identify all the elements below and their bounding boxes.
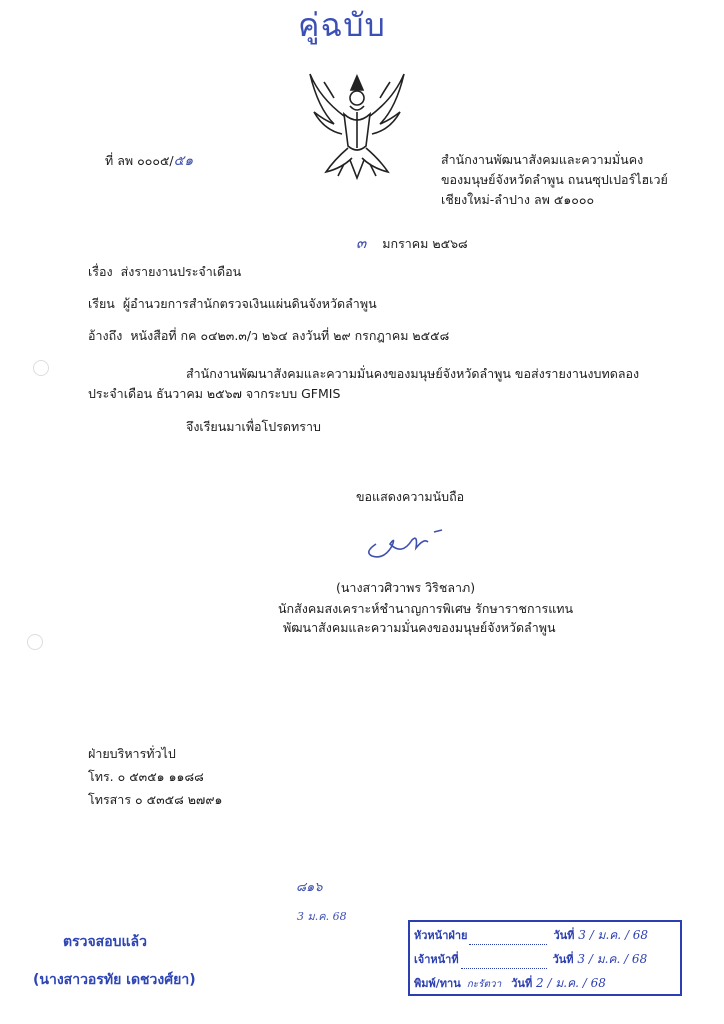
recipient-line xyxy=(88,294,377,314)
copy-stamp: คู่ฉบับ xyxy=(298,6,386,44)
agency-address xyxy=(441,150,668,210)
approval-row-typist-date: 2 / ม.ค. / 68 xyxy=(536,976,606,990)
signer-position-1: นักสังคมสงเคราะห์ชำนาญการพิเศษ รักษาราชการแทน xyxy=(278,601,574,616)
date-month-year: มกราคม ๒๕๖๘ xyxy=(382,236,468,251)
closing-text: จึงเรียนมาเพื่อโปรดทราบ xyxy=(186,419,321,434)
body-line-1: สำนักงานพัฒนาสังคมและความมั่นคงของมนุษย์จังหวัดลำพูน ขอส่งรายงานงบทดลอง xyxy=(186,366,640,381)
signer-name: (นางสาวศิวาพร วิริชลาภ) xyxy=(336,580,476,595)
approval-row-officer-date-label: วันที่ xyxy=(552,953,574,966)
punch-hole xyxy=(33,360,49,376)
verified-stamp: ตรวจสอบแล้ว xyxy=(63,934,147,950)
approval-row-head-date: 3 / ม.ค. / 68 xyxy=(578,928,649,942)
date-day-handwritten: ๓ xyxy=(356,234,367,252)
recipient-label: เรียน xyxy=(88,296,115,311)
agency-line-1: สำนักงานพัฒนาสังคมและความมั่นคง xyxy=(441,152,644,167)
approval-row-officer-label: เจ้าหน้าที่ xyxy=(414,953,459,966)
reference-number xyxy=(105,150,193,172)
reference-text: หนังสือที่ กค ๐๔๒๓.๓/ว ๒๖๔ ลงวันที่ ๒๙ กรกฎาคม ๒๕๕๘ xyxy=(130,328,450,343)
telephone: โทร. ๐ ๕๓๕๑ ๑๑๘๘ xyxy=(88,769,204,784)
approval-row-typist-date-label: วันที่ xyxy=(511,977,533,990)
approval-row-typist-initials: กะรัตวา xyxy=(466,979,502,990)
approval-row-officer-date: 3 / ม.ค. / 68 xyxy=(577,952,648,966)
fax: โทรสาร ๐ ๕๓๕๘ ๒๗๙๑ xyxy=(88,792,223,807)
approval-row-head-label: หัวหน้าฝ่าย xyxy=(414,929,468,942)
subject-label: เรื่อง xyxy=(88,264,113,279)
approval-row-typist xyxy=(414,974,606,993)
approval-box-stamp xyxy=(408,920,682,996)
agency-line-3: เชียงใหม่-ลำปาง ลพ ๕๑๐๐๐ xyxy=(441,192,595,207)
reference-label: อ้างถึง xyxy=(88,328,123,343)
reference-line xyxy=(88,326,449,346)
punch-hole xyxy=(27,634,43,650)
approval-row-typist-label: พิมพ์/ทาน xyxy=(414,977,461,990)
agency-line-2: ของมนุษย์จังหวัดลำพูน ถนนซุปเปอร์ไฮเวย์ xyxy=(441,172,668,187)
letter-date xyxy=(356,231,468,255)
signer-position-2: พัฒนาสังคมและความมั่นคงของมนุษย์จังหวัดลำพูน xyxy=(283,620,556,635)
approval-row-head-date-label: วันที่ xyxy=(553,929,575,942)
received-date: 3 ม.ค. 68 xyxy=(297,910,347,923)
subject-line xyxy=(88,262,241,282)
recipient-text: ผู้อำนวยการสำนักตรวจเงินแผ่นดินจังหวัดลำพูน xyxy=(122,296,377,311)
reference-prefix: ที่ ลพ ๐๐๐๕/ xyxy=(105,153,174,168)
reference-handwritten: ๕๑ xyxy=(173,153,194,169)
approval-row-officer xyxy=(414,950,647,969)
approval-row-head xyxy=(414,926,648,945)
handwritten-signature xyxy=(362,522,462,562)
verifier-name: (นางสาวอรทัย เดชวงศ์ยา) xyxy=(33,972,196,988)
garuda-emblem xyxy=(304,68,410,180)
regards-text: ขอแสดงความนับถือ xyxy=(356,489,465,504)
department: ฝ่ายบริหารทั่วไป xyxy=(88,746,176,761)
received-mark: ๘๑๖ xyxy=(296,880,323,895)
subject-text: ส่งรายงานประจำเดือน xyxy=(120,264,242,279)
body-line-2: ประจำเดือน ธันวาคม ๒๕๖๗ จากระบบ GFMIS xyxy=(88,386,341,401)
